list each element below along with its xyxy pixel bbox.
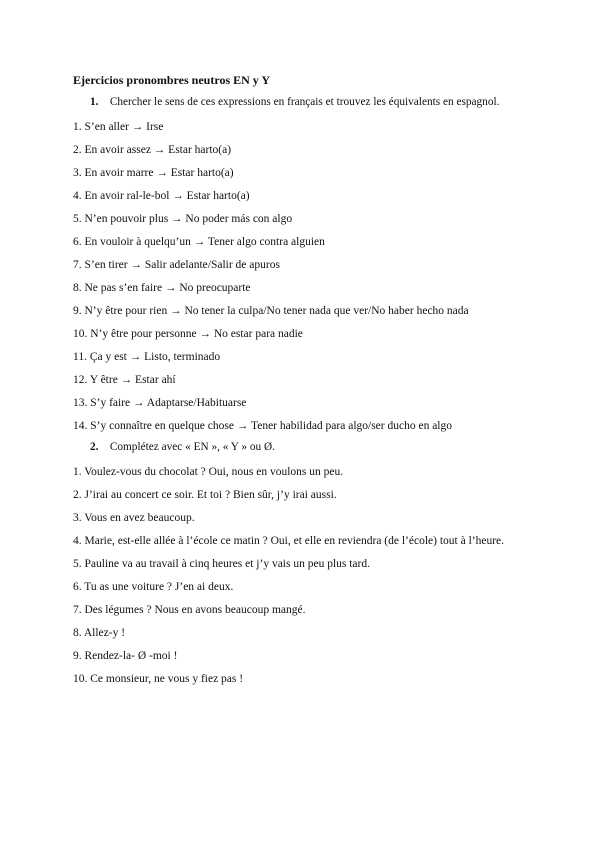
expression-item: 4. En avoir ral-le-bol → Estar harto(a) [73, 190, 250, 202]
expression-item: 8. Ne pas s’en faire → No preocuparte [73, 282, 251, 294]
expression-item: 10. N’y être pour personne → No estar para nadie [73, 328, 303, 340]
exercises-list [73, 461, 504, 691]
exercise-item: 3. Vous en avez beaucoup. [73, 512, 195, 524]
section-1-instruction-text: Chercher le sens de ces expressions en français et trouvez les équivalents en espagnol. [109, 96, 500, 108]
expression-item: 7. S’en tirer → Salir adelante/Salir de apuros [73, 259, 280, 271]
expression-item: 1. S’en aller → Irse [73, 121, 164, 133]
exercise-item: 1. Voulez-vous du chocolat ? Oui, nous en voulons un peu. [73, 466, 344, 478]
exercise-item: 2. J’irai au concert ce soir. Et toi ? Bien sûr, j’y irai aussi. [73, 489, 337, 501]
expression-item: 14. S’y connaître en quelque chose → Tener habilidad para algo/ser ducho en algo [73, 420, 452, 432]
exercise-item: 6. Tu as une voiture ? J’en ai deux. [73, 581, 234, 593]
exercise-item: 5. Pauline va au travail à cinq heures et j’y vais un peu plus tard. [73, 558, 370, 570]
expression-item: 13. S’y faire → Adaptarse/Habituarse [73, 397, 247, 409]
section-2-instruction [90, 441, 275, 453]
expressions-list [73, 116, 469, 438]
expression-item: 12. Y être → Estar ahí [73, 374, 176, 386]
section-2-number: 2. [90, 441, 99, 453]
exercise-item: 8. Allez-y ! [73, 627, 126, 639]
expression-item: 9. N’y être pour rien → No tener la culpa/No tener nada que ver/No haber hecho nada [73, 305, 469, 317]
exercise-item: 9. Rendez-la- Ø -moi ! [73, 650, 178, 662]
expression-item: 5. N’en pouvoir plus → No poder más con algo [73, 213, 293, 225]
exercise-item: 4. Marie, est-elle allée à l’école ce matin ? Oui, et elle en reviendra (de l’école) tout à l’heure. [73, 535, 505, 547]
exercise-item: 10. Ce monsieur, ne vous y fiez pas ! [73, 673, 244, 685]
expression-item: 6. En vouloir à quelqu’un → Tener algo contra alguien [73, 236, 325, 248]
exercise-item: 7. Des légumes ? Nous en avons beaucoup mangé. [73, 604, 306, 616]
expression-item: 2. En avoir assez → Estar harto(a) [73, 144, 232, 156]
section-1-instruction [90, 96, 499, 108]
section-2-instruction-text: Complétez avec « EN », « Y » ou Ø. [109, 441, 275, 453]
section-1-number: 1. [90, 96, 99, 108]
expression-item: 3. En avoir marre → Estar harto(a) [73, 167, 234, 179]
expression-item: 11. Ça y est → Listo, terminado [73, 351, 221, 363]
document-title: Ejercicios pronombres neutros EN y Y [73, 73, 270, 87]
